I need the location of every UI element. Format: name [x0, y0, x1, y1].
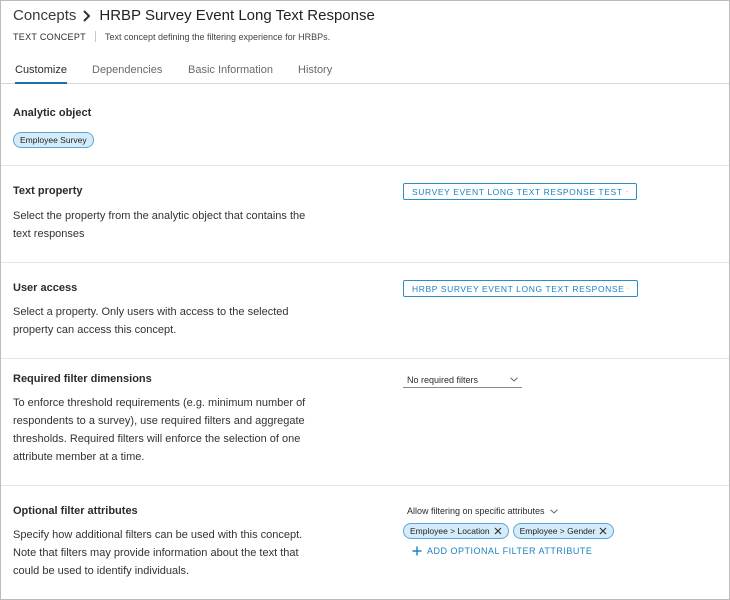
- concept-description: Text concept defining the filtering experience for HRBPs.: [104, 31, 331, 42]
- user-access-selected: HRBP SURVEY EVENT LONG TEXT RESPONSE: [412, 283, 625, 294]
- text-property-section: [1, 166, 729, 263]
- page-title: HRBP Survey Event Long Text Response: [99, 7, 375, 24]
- chevron-down-icon: [510, 377, 518, 382]
- filter-chip-gender[interactable]: [513, 523, 615, 539]
- required-filters-selected: No required filters: [407, 374, 479, 385]
- tab-basic-information[interactable]: Basic Information: [188, 64, 273, 76]
- text-property-dropdown[interactable]: [403, 183, 637, 200]
- user-access-section: [1, 263, 729, 359]
- optional-filters-title: Optional filter attributes: [13, 505, 138, 517]
- close-icon[interactable]: [494, 527, 502, 535]
- concept-type-label: TEXT CONCEPT: [13, 31, 86, 42]
- user-access-title: User access: [13, 282, 78, 294]
- chip-label: Employee > Location: [410, 526, 490, 536]
- required-filters-select[interactable]: [403, 372, 522, 388]
- analytic-object-section: [1, 83, 729, 166]
- add-optional-filter-label: ADD OPTIONAL FILTER ATTRIBUTE: [427, 546, 593, 556]
- tab-history[interactable]: History: [298, 64, 333, 76]
- optional-filters-selected: Allow filtering on specific attributes: [407, 506, 545, 516]
- optional-filters-description: Specify how additional filters can be used with this concept. Note that filters may provide information about the text that could be used to identify individuals.: [13, 529, 303, 577]
- tab-dependencies[interactable]: Dependencies: [92, 64, 163, 76]
- filter-chip-list: [403, 523, 614, 539]
- add-optional-filter-button[interactable]: [412, 546, 592, 556]
- required-filters-title: Required filter dimensions: [13, 373, 152, 385]
- tab-customize[interactable]: Customize: [15, 64, 67, 84]
- optional-filters-select[interactable]: [403, 503, 575, 519]
- required-filters-description: To enforce threshold requirements (e.g. minimum number of respondents to a survey), use required filters and aggregate thresholds. Required filters will enforce the selection of one attribute member at a time.: [13, 397, 306, 463]
- analytic-object-value: [13, 130, 94, 148]
- tab-bar: [1, 57, 729, 84]
- concept-type-line: [13, 31, 330, 42]
- employee-survey-pill: Employee Survey: [13, 132, 94, 148]
- chevron-down-icon: [627, 286, 629, 291]
- analytic-object-title: Analytic object: [13, 107, 92, 119]
- optional-filters-section: [1, 486, 729, 599]
- divider: [95, 31, 96, 42]
- chevron-down-icon: [626, 189, 628, 194]
- filter-chip-location[interactable]: [403, 523, 509, 539]
- plus-icon: [412, 546, 422, 556]
- breadcrumb-concepts-link[interactable]: Concepts: [13, 7, 77, 24]
- chevron-right-icon: [81, 9, 93, 23]
- chevron-down-icon: [550, 509, 558, 514]
- required-filters-section: [1, 359, 729, 486]
- close-icon[interactable]: [599, 527, 607, 535]
- text-property-title: Text property: [13, 185, 83, 197]
- text-property-selected: SURVEY EVENT LONG TEXT RESPONSE TEST: [412, 186, 623, 197]
- breadcrumb: [13, 7, 375, 24]
- user-access-dropdown[interactable]: [403, 280, 638, 297]
- text-property-description: Select the property from the analytic object that contains the text responses: [13, 210, 306, 240]
- chip-label: Employee > Gender: [519, 526, 596, 536]
- user-access-description: Select a property. Only users with access to the selected property can access this concept.: [13, 306, 289, 336]
